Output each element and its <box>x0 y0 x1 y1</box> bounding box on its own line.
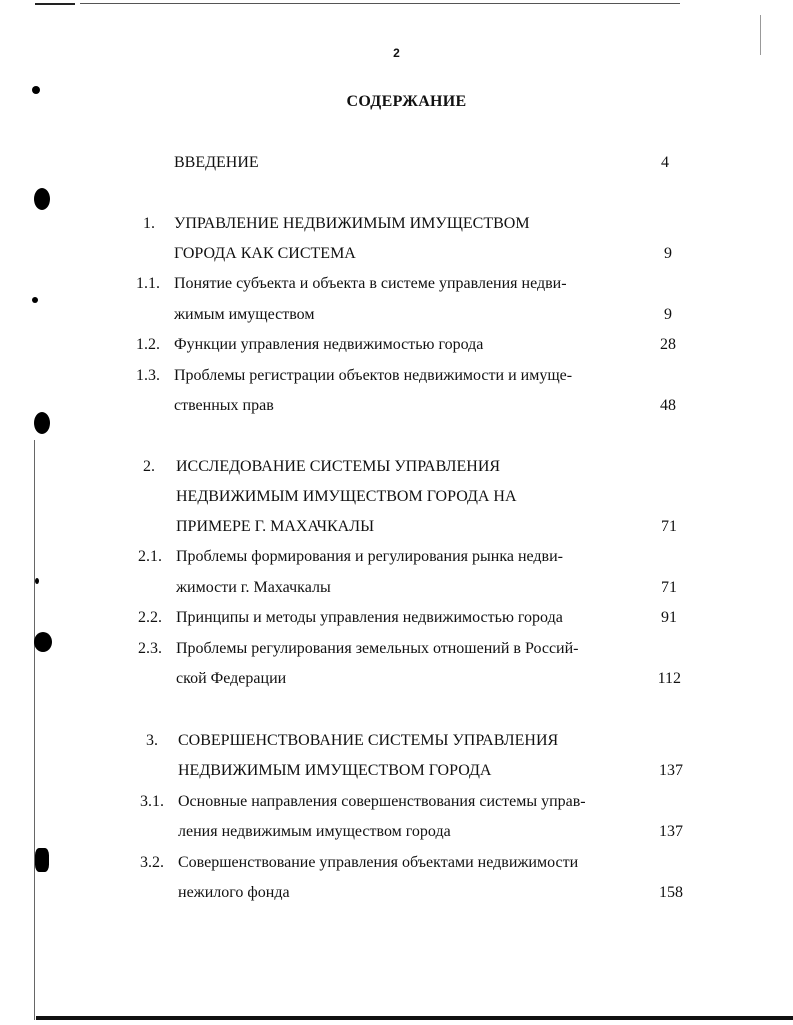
toc-section-page: 158 <box>659 884 683 901</box>
toc-section-title: ления недвижимым имуществом города <box>178 823 451 840</box>
toc-section-title: Проблемы формирования и регулирования рынка недви- <box>176 548 563 565</box>
toc-section-number: 1.2. <box>136 336 160 353</box>
toc-section-page: 9 <box>664 306 672 323</box>
binding-hole-mark <box>34 188 50 210</box>
toc-section-title: нежилого фонда <box>178 884 290 901</box>
toc-chapter2-title: НЕДВИЖИМЫМ ИМУЩЕСТВОМ ГОРОДА НА <box>176 488 517 505</box>
toc-section-title: ской Федерации <box>176 670 287 687</box>
toc-section-number: 2.3. <box>138 640 162 657</box>
toc-section-title: Функции управления недвижимостью города <box>174 336 484 353</box>
toc-section-title: Совершенствование управления объектами недвижимости <box>178 854 579 871</box>
scan-top-line <box>80 3 680 4</box>
scan-top-line <box>35 3 75 5</box>
toc-chapter3-title: СОВЕРШЕНСТВОВАНИЕ СИСТЕМЫ УПРАВЛЕНИЯ <box>178 732 559 749</box>
page-title: СОДЕРЖАНИЕ <box>346 93 467 110</box>
toc-section-number: 3.1. <box>140 793 164 810</box>
toc-section-page: 137 <box>659 823 683 840</box>
toc-section-title: Принципы и методы управления недвижимостью города <box>176 609 563 626</box>
toc-section-title: Проблемы регулирования земельных отношений в Россий- <box>176 640 579 657</box>
toc-section-number: 1.3. <box>136 367 160 384</box>
toc-chapter3-page: 137 <box>659 762 683 779</box>
toc-section-number: 1.1. <box>136 275 160 292</box>
toc-chapter1-title: ГОРОДА КАК СИСТЕМА <box>174 245 356 262</box>
toc-chapter2-page: 71 <box>661 518 677 535</box>
toc-chapter3-number: 3. <box>146 732 158 749</box>
binding-hole-mark <box>35 578 39 584</box>
toc-section-page: 91 <box>661 609 677 626</box>
toc-chapter1-title: УПРАВЛЕНИЕ НЕДВИЖИМЫМ ИМУЩЕСТВОМ <box>174 215 530 232</box>
toc-chapter2-title: ПРИМЕРЕ Г. МАХАЧКАЛЫ <box>176 518 375 535</box>
binding-hole-mark <box>34 632 52 652</box>
toc-section-title: Основные направления совершенствования системы управ- <box>178 793 586 810</box>
toc-section-title: Понятие субъекта и объекта в системе управления недви- <box>174 275 567 292</box>
toc-chapter1-page: 9 <box>664 245 672 262</box>
toc-chapter2-number: 2. <box>143 458 155 475</box>
scan-left-edge <box>34 440 35 1020</box>
toc-chapter3-title: НЕДВИЖИМЫМ ИМУЩЕСТВОМ ГОРОДА <box>178 762 492 779</box>
toc-section-page: 28 <box>660 336 676 353</box>
page-number: 2 <box>393 46 400 60</box>
toc-section-title: Проблемы регистрации объектов недвижимости и имуще- <box>174 367 573 384</box>
toc-chapter2-title: ИССЛЕДОВАНИЕ СИСТЕМЫ УПРАВЛЕНИЯ <box>176 458 501 475</box>
toc-chapter1-number: 1. <box>143 215 155 232</box>
binding-hole-mark <box>32 297 38 303</box>
toc-section-number: 2.1. <box>138 548 162 565</box>
toc-section-title: ственных прав <box>174 397 274 414</box>
toc-section-page: 48 <box>660 397 676 414</box>
toc-section-title: жимым имуществом <box>174 306 315 323</box>
scan-bottom-line <box>36 1016 793 1020</box>
toc-section-number: 2.2. <box>138 609 162 626</box>
toc-section-page: 112 <box>657 670 681 687</box>
binding-hole-mark <box>34 412 50 434</box>
binding-hole-mark <box>35 848 49 872</box>
toc-section-page: 71 <box>661 579 677 596</box>
toc-intro-label: ВВЕДЕНИЕ <box>174 154 259 171</box>
toc-section-number: 3.2. <box>140 854 164 871</box>
toc-section-title: жимости г. Махачкалы <box>176 579 331 596</box>
toc-intro-page: 4 <box>661 154 669 171</box>
